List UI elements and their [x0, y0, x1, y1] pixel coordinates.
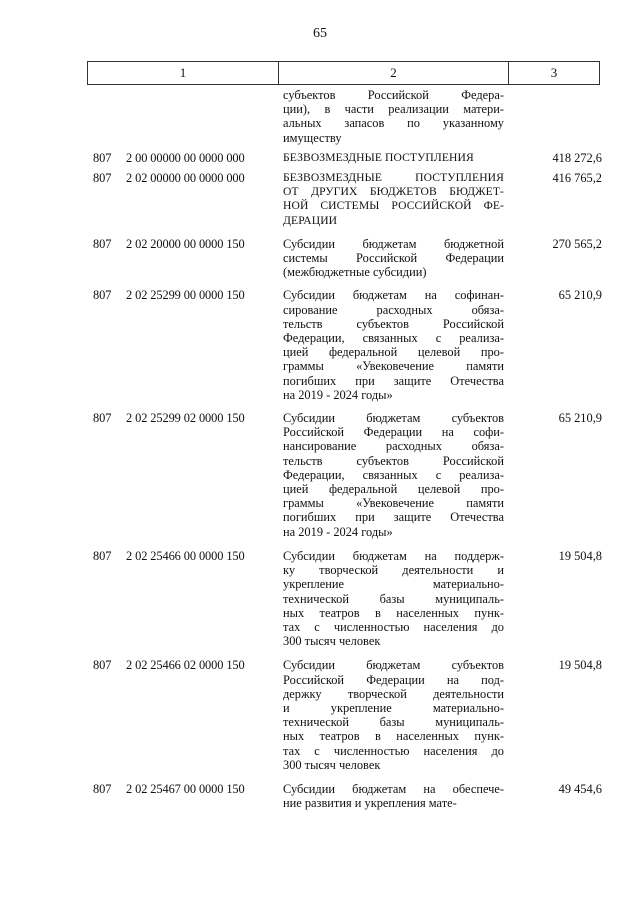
text-line: ных театров в населенных пунк- [283, 729, 504, 744]
classification-code: 2 02 25467 00 0000 150 [126, 781, 245, 796]
page-number: 65 [313, 26, 327, 41]
text-line: тах с численностью населения до [283, 619, 504, 634]
text-line: 300 тысяч человек [283, 757, 381, 772]
budget-code-cell [0, 288, 280, 402]
amount-cell: 416 765,2 [552, 171, 602, 186]
revenue-name-cell [283, 288, 504, 402]
table-row [0, 411, 640, 539]
table-row [0, 658, 640, 772]
empty-code-cell [0, 88, 280, 145]
classification-code: 2 02 25299 02 0000 150 [126, 411, 245, 426]
text-line: на 2019 - 2024 годы» [283, 524, 393, 539]
revenue-name-cell [283, 171, 504, 228]
text-line: ние развития и укрепления мате- [283, 796, 457, 811]
admin-code: 807 [93, 236, 112, 251]
text-line: нансирование расходных обяза- [283, 439, 504, 454]
text-line: и укрепление материально- [283, 700, 504, 715]
empty-sum-cell [504, 88, 602, 145]
table-row [0, 171, 640, 228]
text-line: Субсидии бюджетам бюджетной [283, 236, 504, 251]
continuation-row [0, 88, 640, 145]
budget-code-cell [0, 549, 280, 648]
admin-code: 807 [93, 288, 112, 303]
amount-cell: 270 565,2 [552, 236, 602, 251]
text-line: 300 тысяч человек [283, 634, 381, 649]
text-line: Субсидии бюджетам на поддерж- [283, 548, 504, 563]
text-line: Федерации, связанных с реализа- [283, 467, 504, 482]
text-line: граммы «Увековечение памяти [283, 359, 504, 374]
text-line: граммы «Увековечение памяти [283, 496, 504, 511]
classification-code: 2 00 00000 00 0000 000 [126, 150, 245, 165]
header-col-2: 2 [279, 62, 509, 84]
text-line: на 2019 - 2024 годы» [283, 387, 393, 402]
classification-code: 2 02 25466 02 0000 150 [126, 658, 245, 673]
text-line: технической базы муниципаль- [283, 591, 504, 606]
admin-code: 807 [93, 548, 112, 563]
text-line: ку творческой деятельности и [283, 563, 504, 578]
table-row [0, 549, 640, 648]
text-line: ОТ ДРУГИХ БЮДЖЕТОВ БЮДЖЕТ- [283, 185, 504, 199]
revenue-name-cell [283, 411, 504, 539]
text-line: погибших при защите Отечества [283, 373, 504, 388]
budget-code-cell [0, 782, 280, 810]
text-line: тельств субъектов Российской [283, 316, 504, 331]
header-col-3: 3 [550, 65, 558, 80]
budget-code-cell [0, 151, 280, 165]
text-line: Субсидии бюджетам субъектов [283, 411, 504, 426]
classification-code: 2 02 00000 00 0000 000 [126, 171, 245, 186]
text-line: укрепление материально- [283, 577, 504, 592]
table-row [0, 237, 640, 280]
text-line: погибших при защите Отечества [283, 510, 504, 525]
admin-code: 807 [93, 658, 112, 673]
revenue-name-cell [283, 151, 504, 165]
admin-code: 807 [93, 411, 112, 426]
revenue-name-cell [283, 237, 504, 280]
text-line: Субсидии бюджетам на обеспече- [283, 781, 504, 796]
table-row [0, 151, 640, 165]
text-line: тах с численностью населения до [283, 743, 504, 758]
text-line: Российской Федерации на под- [283, 672, 504, 687]
text-line: сирование расходных обяза- [283, 302, 504, 317]
admin-code: 807 [93, 171, 112, 186]
budget-code-cell [0, 411, 280, 539]
classification-code: 2 02 25299 00 0000 150 [126, 288, 245, 303]
budget-code-cell [0, 171, 280, 228]
text-line: БЕЗВОЗМЕЗДНЫЕ ПОСТУПЛЕНИЯ [283, 171, 504, 185]
amount-cell: 418 272,6 [552, 150, 602, 165]
revenue-name-cell [283, 549, 504, 648]
classification-code: 2 02 20000 00 0000 150 [126, 236, 245, 251]
budget-code-cell [0, 658, 280, 772]
text-line: альных запасов по указанному [283, 116, 504, 131]
text-line: технической базы муниципаль- [283, 715, 504, 730]
text-line: системы Российской Федерации [283, 251, 504, 266]
text-line: ции), в части реализации матери- [283, 102, 504, 117]
amount-cell: 49 454,6 [558, 781, 602, 796]
text-line: имуществу [283, 130, 342, 145]
table-body [0, 88, 640, 820]
text-line: НОЙ СИСТЕМЫ РОССИЙСКОЙ ФЕ- [283, 199, 504, 213]
text-line: (межбюджетные субсидии) [283, 265, 427, 280]
amount-cell: 65 210,9 [558, 288, 602, 303]
text-line: субъектов Российской Федера- [283, 88, 504, 102]
text-line: Субсидии бюджетам на софинан- [283, 288, 504, 303]
text-line: цией федеральной целевой про- [283, 345, 504, 360]
text-line: ДЕРАЦИИ [283, 213, 338, 227]
classification-code: 2 02 25466 00 0000 150 [126, 548, 245, 563]
budget-code-cell [0, 237, 280, 280]
revenue-name-cell [283, 658, 504, 772]
revenue-name-cell [283, 782, 504, 810]
amount-cell: 19 504,8 [558, 548, 602, 563]
text-line: тельств субъектов Российской [283, 453, 504, 468]
table-row [0, 288, 640, 402]
admin-code: 807 [93, 781, 112, 796]
header-col-1: 1 [88, 62, 279, 84]
admin-code: 807 [93, 150, 112, 165]
text-line: Российской Федерации на софи- [283, 425, 504, 440]
text-line: Субсидии бюджетам субъектов [283, 658, 504, 673]
text-line: ных театров в населенных пунк- [283, 605, 504, 620]
amount-cell: 65 210,9 [558, 411, 602, 426]
table-row [0, 782, 640, 810]
text-line: Федерации, связанных с реализа- [283, 331, 504, 346]
text-line: держку творческой деятельности [283, 686, 504, 701]
text-line: цией федеральной целевой про- [283, 482, 504, 497]
table-header [87, 61, 600, 85]
continuation-text [283, 88, 504, 145]
amount-cell: 19 504,8 [558, 658, 602, 673]
text-line: БЕЗВОЗМЕЗДНЫЕ ПОСТУПЛЕНИЯ [283, 150, 474, 164]
